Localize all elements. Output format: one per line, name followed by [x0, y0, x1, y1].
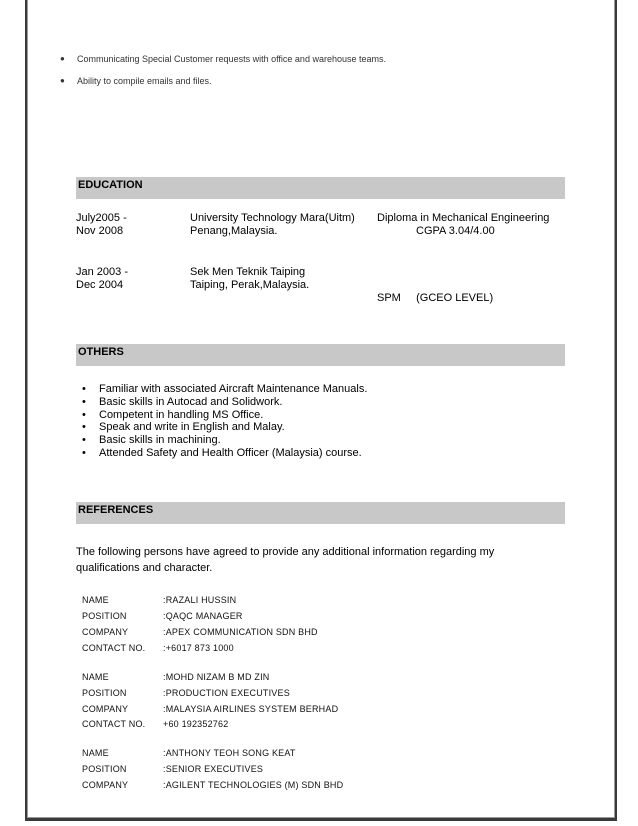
reference-label: POSITION: [82, 688, 127, 698]
education-date: July2005 - Nov 2008: [76, 212, 127, 237]
list-item: • Speak and write in English and Malay.: [82, 421, 367, 434]
references-heading-bar: [76, 502, 565, 524]
reference-label: CONTACT NO.: [82, 719, 146, 729]
reference-value: :AGILENT TECHNOLOGIES (M) SDN BHD: [163, 780, 344, 790]
bullet-icon: ●: [60, 76, 65, 85]
reference-value: +60 192352762: [163, 719, 229, 729]
reference-value: :MOHD NIZAM B MD ZIN: [163, 672, 270, 682]
list-item: • Attended Safety and Health Officer (Malaysia) course.: [82, 447, 367, 460]
education-qualification: SPM (GCEO LEVEL): [377, 292, 494, 304]
reference-value: :RAZALI HUSSIN: [163, 595, 237, 605]
references-intro: The following persons have agreed to provide any additional information regarding my qualifications and character.: [76, 546, 495, 574]
list-item: • Competent in handling MS Office.: [82, 409, 367, 422]
education-school: University Technology Mara(Uitm) Penang,Malaysia.: [190, 212, 355, 237]
others-heading: OTHERS: [78, 346, 124, 358]
list-item: • Basic skills in Autocad and Solidwork.: [82, 396, 367, 409]
list-item: • Familiar with associated Aircraft Maintenance Manuals.: [82, 383, 367, 396]
bullet-icon: ●: [60, 54, 65, 63]
others-list: [82, 383, 367, 460]
reference-label: NAME: [82, 748, 109, 758]
education-qualification: Diploma in Mechanical Engineering CGPA 3.04/4.00: [377, 212, 550, 237]
education-school: Sek Men Teknik Taiping Taiping, Perak,Malaysia.: [190, 266, 310, 291]
reference-value: :QAQC MANAGER: [163, 611, 243, 621]
reference-value: :APEX COMMUNICATION SDN BHD: [163, 627, 318, 637]
reference-label: COMPANY: [82, 627, 129, 637]
reference-value: :+6017 873 1000: [163, 643, 234, 653]
education-heading-bar: [76, 177, 565, 199]
reference-label: NAME: [82, 595, 109, 605]
reference-value: :MALAYSIA AIRLINES SYSTEM BERHAD: [163, 704, 339, 714]
reference-label: POSITION: [82, 764, 127, 774]
reference-label: NAME: [82, 672, 109, 682]
others-heading-bar: [76, 344, 565, 366]
list-item: • Basic skills in machining.: [82, 434, 367, 447]
education-heading: EDUCATION: [78, 179, 143, 191]
reference-value: :SENIOR EXECUTIVES: [163, 764, 264, 774]
references-heading: REFERENCES: [78, 504, 154, 516]
education-date: Jan 2003 - Dec 2004: [76, 266, 128, 291]
reference-label: CONTACT NO.: [82, 643, 146, 653]
reference-value: :PRODUCTION EXECUTIVES: [163, 688, 290, 698]
reference-label: COMPANY: [82, 780, 129, 790]
reference-label: COMPANY: [82, 704, 129, 714]
reference-value: :ANTHONY TEOH SONG KEAT: [163, 748, 296, 758]
reference-label: POSITION: [82, 611, 127, 621]
